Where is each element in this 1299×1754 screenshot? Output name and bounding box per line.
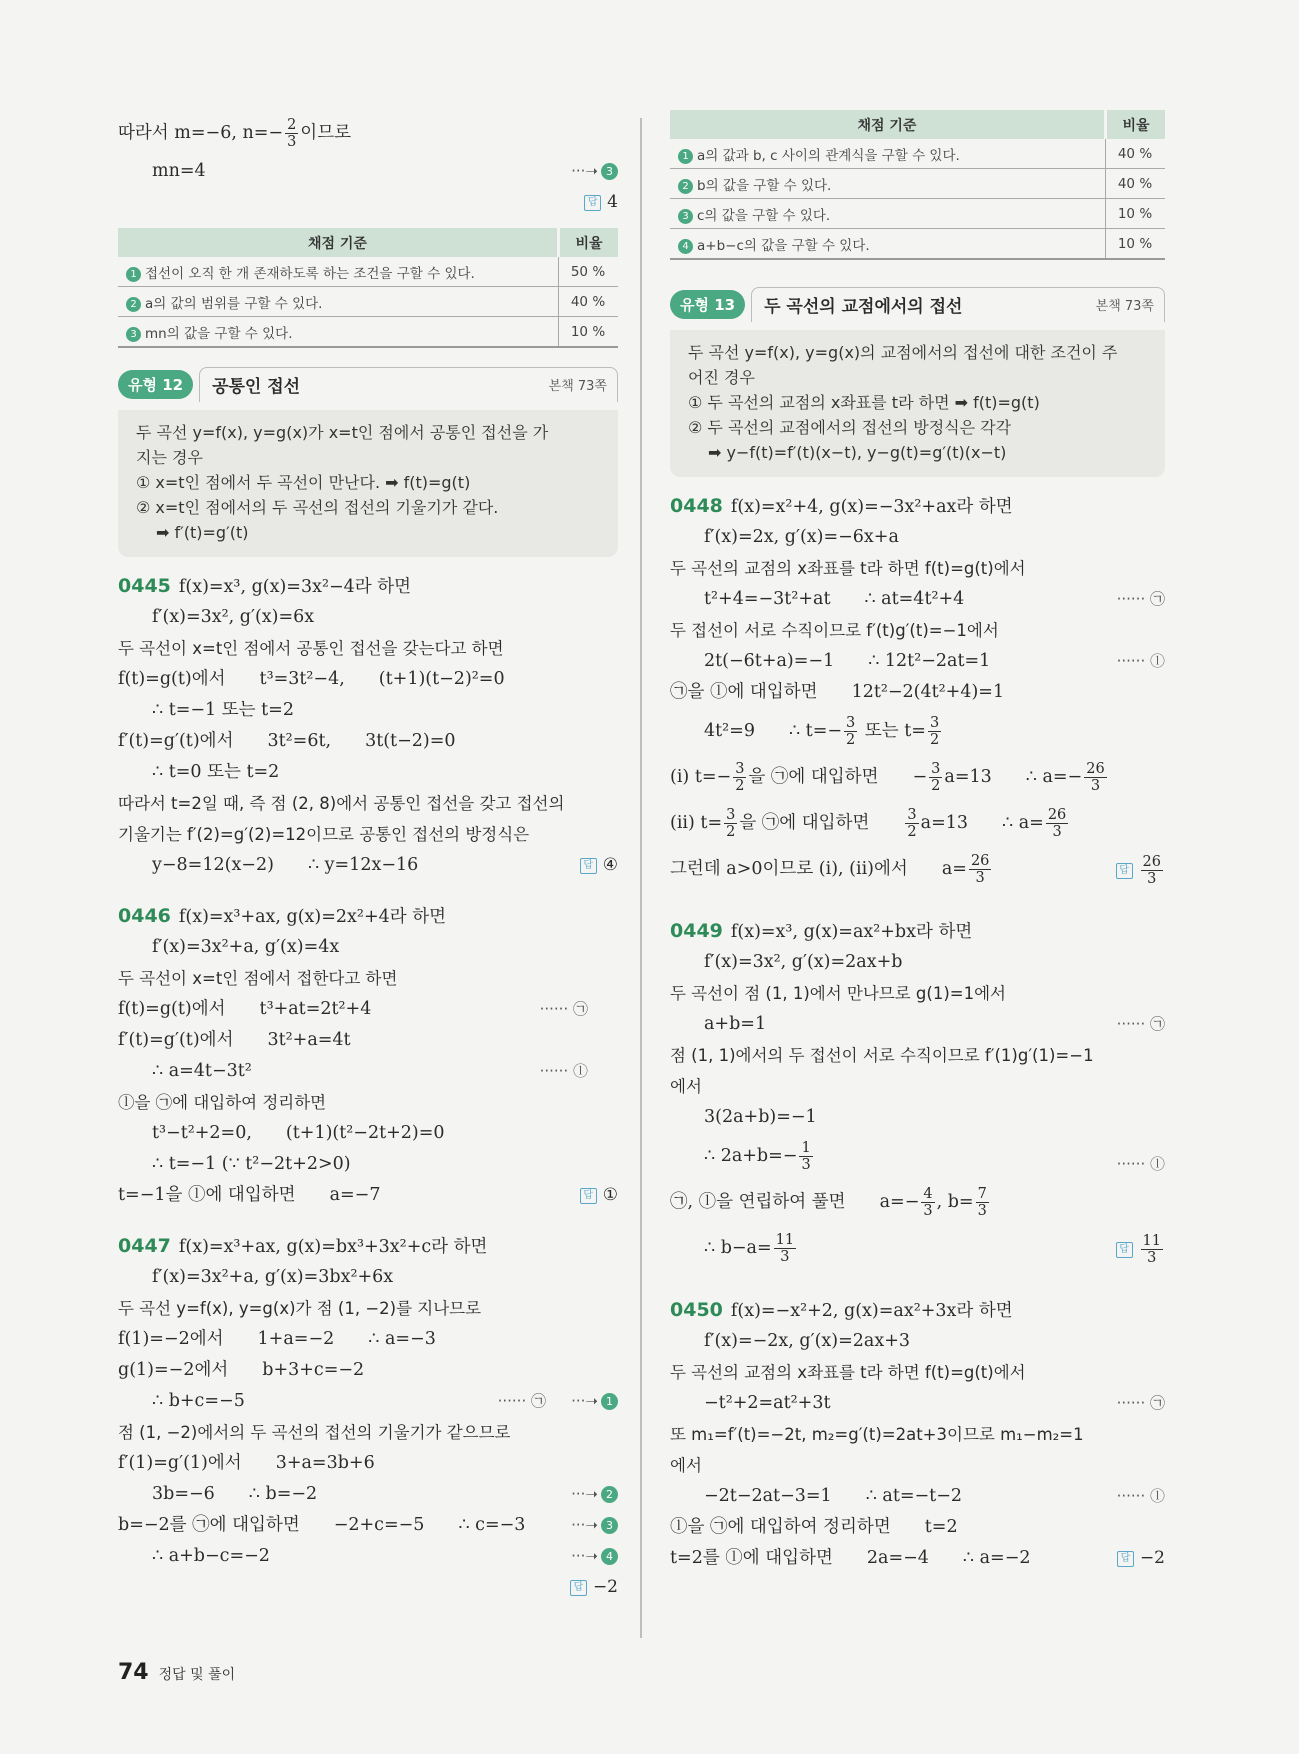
answer: 답 ④: [580, 850, 618, 881]
text-line: ㉠을 ⓛ에 대입하면 12t²−2(4t²+4)=1: [670, 682, 1005, 702]
text-line: ∴ b+c=−5 ······ ㉠ ···➝ 1: [118, 1386, 618, 1417]
answer-line: [118, 187, 618, 218]
grading-criteria-table: [118, 228, 618, 348]
text-line: 기울기는 f′(2)=g′(2)=12이므로 공통인 접선의 방정식은: [118, 825, 530, 844]
text-line: f(1)=−2에서 1+a=−2 ∴ a=−3: [118, 1329, 436, 1349]
step-marker: ···➝ 1: [571, 1386, 618, 1417]
text-line: ∴ t=−1 (∵ t²−2t+2>0): [152, 1154, 351, 1174]
text-line: 두 접선이 서로 수직이므로 f′(t)g′(t)=−1에서: [670, 621, 999, 640]
table-row: 4 a+b−c의 값을 구할 수 있다. 10 %: [670, 229, 1165, 260]
step-marker: ···➝ 3: [571, 1510, 618, 1541]
answer: 답 −2: [570, 1572, 618, 1603]
answer-icon: 답: [580, 858, 597, 874]
answer: 답 ①: [580, 1180, 618, 1211]
type-12-summary: 두 곡선 y=f(x), y=g(x)가 x=t인 점에서 공통인 접선을 가 지는 경우 ① x=t인 점에서 두 곡선이 만난다. ➡ f(t)=g(t) ② x=t인 점에서의 두 곡선의 접선의 기울기가 같다. ➡ f′(t)=g′(t): [118, 410, 618, 557]
fraction: $\frac{3}{2}$: [846, 715, 856, 748]
page-number: 74: [118, 1660, 149, 1685]
problem-0449: 0449 f(x)=x³, g(x)=ax²+bx라 하면: [670, 920, 973, 942]
answer-icon: 답: [584, 195, 601, 211]
problem-0448: 0448 f(x)=x²+4, g(x)=−3x²+ax라 하면: [670, 495, 1013, 517]
column-divider: [640, 118, 642, 1638]
text-line: 점 (1, −2)에서의 두 곡선의 접선의 기울기가 같으므로: [118, 1423, 511, 1442]
text-line: ∴ 2a+b=− $\frac{1}{3}$ ······ ⓛ: [704, 1140, 1165, 1173]
text-line: 두 곡선의 교점의 x좌표를 t라 하면 f(t)=g(t)에서: [670, 1363, 1026, 1382]
fraction: $\frac{3}{2}$: [735, 761, 745, 794]
type-12-header: [118, 366, 618, 402]
answer-icon: 답: [580, 1188, 597, 1204]
text-line: 에서: [670, 1456, 702, 1475]
fraction: $\frac{11}{3}$: [775, 1232, 795, 1265]
fraction: $\frac{7}{3}$: [977, 1186, 987, 1219]
fraction: $\frac{1}{3}$: [801, 1140, 811, 1173]
text-line: g(1)=−2에서 b+3+c=−2: [118, 1360, 365, 1380]
section-label: 정답 및 풀이: [158, 1667, 236, 1683]
fraction: $\frac{26}{3}$: [1047, 807, 1067, 840]
answer-icon: 답: [1117, 1551, 1134, 1567]
text-line: 2t(−6t+a)=−1 ∴ 12t²−2at=1 ······ ⓛ: [704, 651, 1165, 671]
answer-icon: 답: [1116, 1242, 1133, 1258]
text-line: 따라서 m=−6, n=− $\frac{2}{3}$ 이므로: [118, 117, 352, 150]
text-line: t=−1을 ⓛ에 대입하면 a=−7 답 ①: [118, 1180, 618, 1211]
ratio-header: 비율: [559, 228, 619, 257]
problem-0447: 0447 f(x)=x³+ax, g(x)=bx³+3x²+c라 하면: [118, 1235, 488, 1257]
text-line: 그런데 a>0이므로 (i), (ii)에서 a= $\frac{26}{3}$ 답 $\frac{26}{3}$: [670, 846, 1165, 892]
grading-criteria-table: [670, 110, 1165, 260]
step-marker: ···➝ 2: [571, 1479, 618, 1510]
text-line: 에서: [670, 1077, 702, 1096]
answer: [1116, 1233, 1165, 1266]
text-line: t²+4=−3t²+at ∴ at=4t²+4 ······ ㉠: [704, 589, 1165, 609]
right-column: [670, 110, 1165, 1574]
text-line: f(t)=g(t)에서 t³+at=2t²+4 ······ ㉠: [118, 999, 588, 1019]
fraction: $\frac{26}{3}$: [1142, 854, 1161, 887]
fraction: $\frac{3}{2}$: [907, 807, 917, 840]
answer-icon: 답: [1116, 863, 1133, 879]
step-marker: ···➝ 4: [571, 1541, 618, 1572]
type-13-summary: 두 곡선 y=f(x), y=g(x)의 교점에서의 접선에 대한 조건이 주 어진 경우 ① 두 곡선의 교점의 x좌표를 t라 하면 ➡ f(t)=g(t) ② 두 곡선의 교점에서의 접선의 방정식은 각각 ➡ y−f(t)=f′(t)(x−t), y−g(t)=g′(t)(x−t): [670, 330, 1165, 477]
answer-icon: 답: [570, 1580, 587, 1596]
text-line: 두 곡선의 교점의 x좌표를 t라 하면 f(t)=g(t)에서: [670, 559, 1026, 578]
table-row: 2 a의 값의 범위를 구할 수 있다. 40 %: [118, 287, 618, 317]
problem-0445: 0445 f(x)=x³, g(x)=3x²−4라 하면: [118, 575, 412, 597]
page-footer: [118, 1660, 235, 1685]
text-line: t=2를 ⓛ에 대입하면 2a=−4 ∴ a=−2 답 −2: [670, 1543, 1165, 1574]
table-row: 1 접선이 오직 한 개 존재하도록 하는 조건을 구할 수 있다. 50 %: [118, 257, 618, 287]
table-row: 3 mn의 값을 구할 수 있다. 10 %: [118, 317, 618, 348]
table-row: 3 c의 값을 구할 수 있다. 10 %: [670, 199, 1165, 229]
type-title-box: 공통인 접선 본책 73쪽: [199, 367, 618, 402]
text-line: 두 곡선이 점 (1, 1)에서 만나므로 g(1)=1에서: [670, 984, 1006, 1003]
reference-page: 본책 73쪽: [1095, 299, 1154, 314]
type-badge: 유형 12: [118, 370, 193, 399]
text-line: 4t²=9 ∴ t=− $\frac{3}{2}$ 또는 t= $\frac{3}{2}$: [704, 715, 940, 748]
text-line: y−8=12(x−2) ∴ y=12x−16 답 ④: [118, 850, 618, 881]
text-line: b=−2를 ㉠에 대입하면 −2+c=−5 ∴ c=−3 ···➝ 3: [118, 1510, 618, 1541]
criteria-header: 채점 기준: [118, 228, 559, 257]
text-line: f′(x)=3x²+a, g′(x)=3bx²+6x: [152, 1267, 394, 1287]
text-line: 따라서 t=2일 때, 즉 점 (2, 8)에서 공통인 접선을 갖고 접선의: [118, 794, 565, 813]
fraction: $\frac{2}{3}$: [287, 117, 297, 150]
text-line: f′(x)=3x², g′(x)=6x: [152, 607, 315, 627]
step-marker: ···➝ 3: [571, 156, 618, 187]
text-line: ㉠, ⓛ을 연립하여 풀면 a=− $\frac{4}{3}$ , b= $\frac{7}{3}$: [670, 1186, 987, 1219]
left-column: [118, 110, 618, 1603]
text-line: 또 m₁=f′(t)=−2t, m₂=g′(t)=2at+3이므로 m₁−m₂=1: [670, 1425, 1084, 1444]
text-line: 두 곡선 y=f(x), y=g(x)가 점 (1, −2)를 지나므로: [118, 1299, 482, 1318]
problem-0446: 0446 f(x)=x³+ax, g(x)=2x²+4라 하면: [118, 905, 447, 927]
text-line: t³−t²+2=0, (t+1)(t²−2t+2)=0: [152, 1123, 445, 1143]
text-line: f′(x)=−2x, g′(x)=2ax+3: [704, 1331, 911, 1351]
ratio-header: 비율: [1106, 110, 1166, 139]
text-line: ∴ a+b−c=−2 ···➝ 4: [118, 1541, 618, 1572]
text-line: f′(1)=g′(1)에서 3+a=3b+6: [118, 1453, 375, 1473]
text-line: −2t−2at−3=1 ∴ at=−t−2 ······ ⓛ: [704, 1486, 1165, 1506]
text-line: (ii) t= $\frac{3}{2}$ 을 ㉠에 대입하면 $\frac{3}{2}$ a=13 ∴ a= $\frac{26}{3}$: [670, 807, 1067, 840]
fraction: $\frac{11}{3}$: [1142, 1233, 1161, 1266]
answer: [1116, 854, 1165, 887]
text-line: mn=4 ···➝ 3: [118, 156, 618, 187]
text-line: 점 (1, 1)에서의 두 접선이 서로 수직이므로 f′(1)g′(1)=−1: [670, 1046, 1094, 1065]
text-line: ∴ a=4t−3t² ······ ⓛ: [152, 1061, 588, 1081]
text-line: f(t)=g(t)에서 t³=3t²−4, (t+1)(t−2)²=0: [118, 669, 505, 689]
text-line: ∴ b−a= $\frac{11}{3}$ 답 $\frac{11}{3}$: [670, 1225, 1165, 1271]
text-line: a+b=1 ······ ㉠: [704, 1014, 1165, 1034]
answer: 답 4: [584, 187, 618, 218]
fraction: $\frac{26}{3}$: [970, 853, 990, 886]
criteria-header: 채점 기준: [670, 110, 1106, 139]
fraction: $\frac{3}{2}$: [929, 715, 940, 748]
answer-line: [118, 1572, 618, 1603]
answer: 답 −2: [1117, 1543, 1165, 1574]
text-line: ∴ t=−1 또는 t=2: [152, 700, 294, 720]
text-line: 3b=−6 ∴ b=−2 ···➝ 2: [118, 1479, 618, 1510]
text-line: f′(x)=3x²+a, g′(x)=4x: [152, 937, 340, 957]
reference-page: 본책 73쪽: [548, 379, 607, 394]
text-line: f′(t)=g′(t)에서 3t²+a=4t: [118, 1030, 351, 1050]
text-line: 3(2a+b)=−1: [704, 1107, 817, 1127]
text-line: 두 곡선이 x=t인 점에서 공통인 접선을 갖는다고 하면: [118, 639, 504, 658]
fraction: $\frac{3}{2}$: [931, 761, 941, 794]
fraction: $\frac{26}{3}$: [1086, 761, 1105, 794]
text-line: ⓛ을 ㉠에 대입하여 정리하면 t=2: [670, 1517, 958, 1537]
text-line: f′(x)=3x², g′(x)=2ax+b: [704, 952, 903, 972]
problem-0450: 0450 f(x)=−x²+2, g(x)=ax²+3x라 하면: [670, 1299, 1013, 1321]
text-line: 두 곡선이 x=t인 점에서 접한다고 하면: [118, 969, 398, 988]
text-line: ⓛ을 ㉠에 대입하여 정리하면: [118, 1093, 327, 1112]
type-title-box: 두 곡선의 교점에서의 접선 본책 73쪽: [751, 287, 1165, 322]
table-row: 1 a의 값과 b, c 사이의 관계식을 구할 수 있다. 40 %: [670, 139, 1165, 169]
text-line: f′(x)=2x, g′(x)=−6x+a: [704, 527, 899, 547]
text-line: f′(t)=g′(t)에서 3t²=6t, 3t(t−2)=0: [118, 731, 456, 751]
table-row: 2 b의 값을 구할 수 있다. 40 %: [670, 169, 1165, 199]
fraction: $\frac{4}{3}$: [923, 1186, 933, 1219]
text-line: −t²+2=at²+3t ······ ㉠: [704, 1393, 1165, 1413]
fraction: $\frac{3}{2}$: [726, 807, 736, 840]
type-13-header: [670, 286, 1165, 322]
type-badge: 유형 13: [670, 290, 745, 319]
text-line: ∴ t=0 또는 t=2: [152, 762, 280, 782]
text-line: (i) t=− $\frac{3}{2}$ 을 ㉠에 대입하면 − $\frac{3}{2}$ a=13 ∴ a=− $\frac{26}{3}$: [670, 761, 1105, 794]
